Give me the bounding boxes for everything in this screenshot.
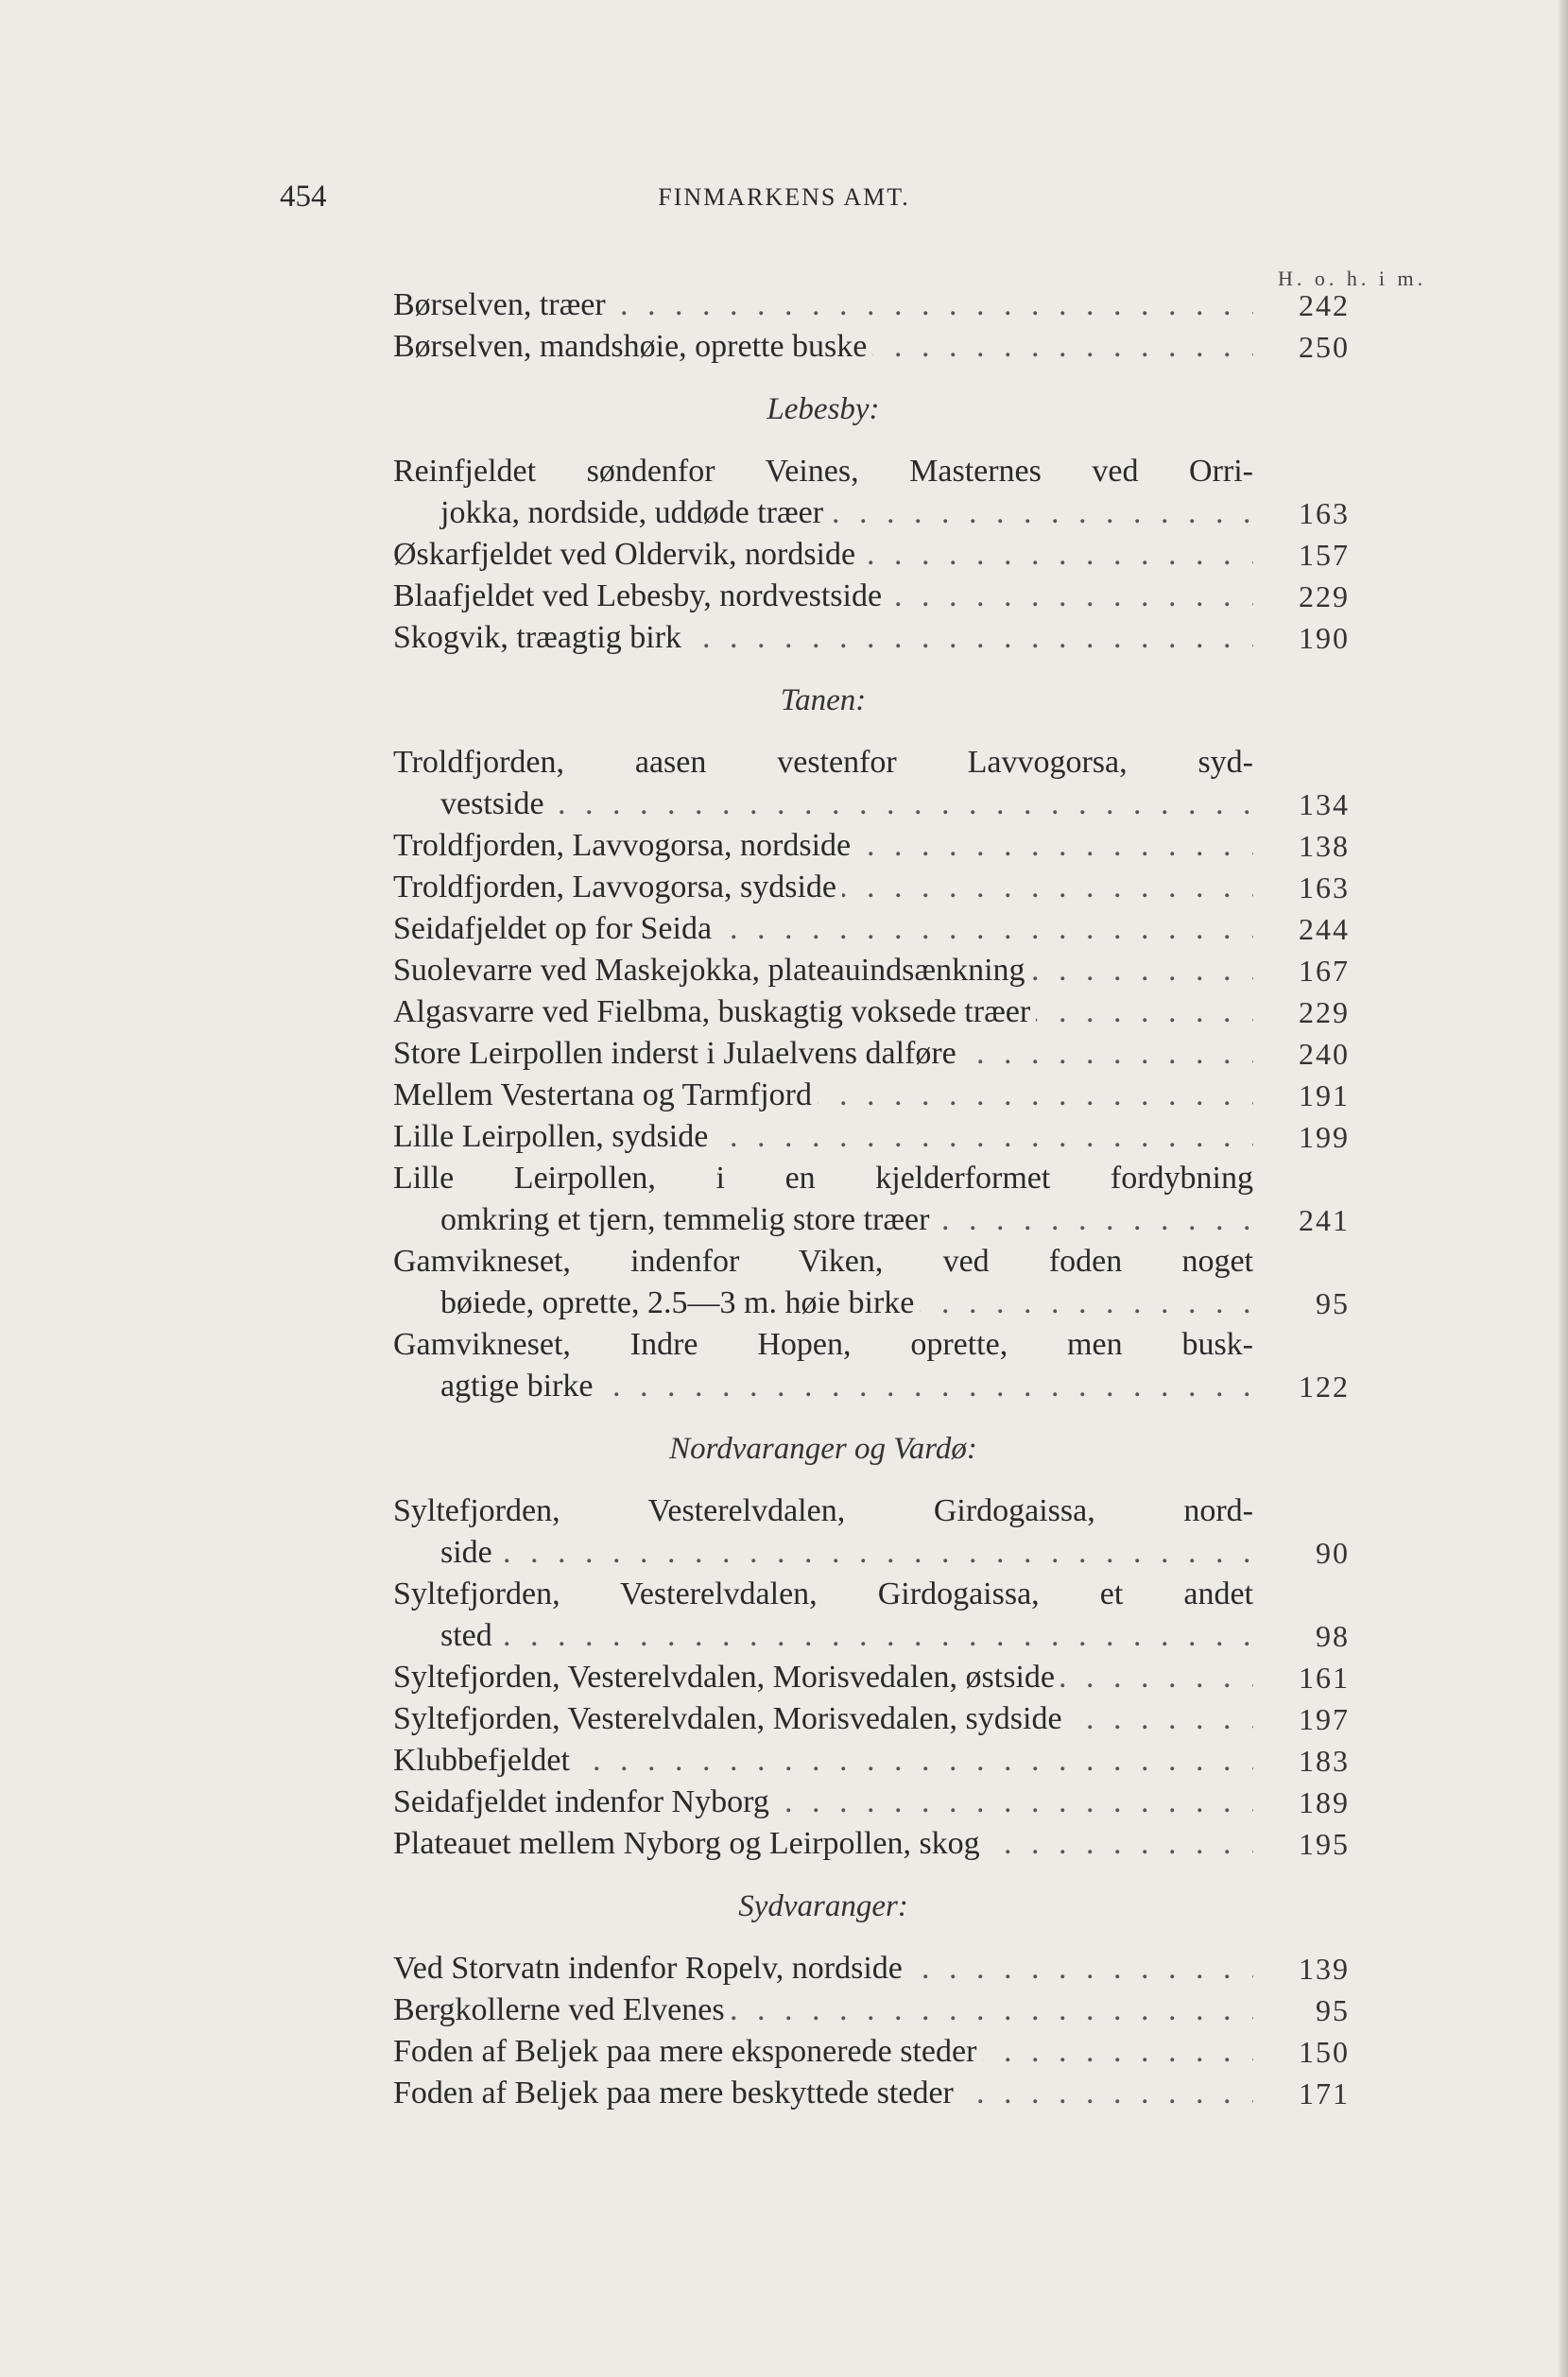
elevation-value: 199 xyxy=(1299,1120,1350,1154)
entry-line xyxy=(393,1075,1253,1116)
list-entry xyxy=(393,867,1350,908)
entry-line xyxy=(393,1989,1253,2031)
elevation-value: 95 xyxy=(1316,1993,1350,2027)
elevation-value: 183 xyxy=(1299,1744,1350,1778)
elevation-value: 150 xyxy=(1299,2035,1350,2069)
list-entry xyxy=(393,284,1350,326)
elevation-list xyxy=(393,284,1350,2114)
list-entry xyxy=(393,1241,1350,1324)
entry-text: Gamvikneset, Indre Hopen, oprette, men busk- xyxy=(393,1327,1253,1362)
entry-line xyxy=(393,576,1253,617)
entry-line xyxy=(393,1698,1253,1740)
elevation-value: 122 xyxy=(1299,1369,1350,1404)
entry-text: Ved Storvatn indenfor Ropelv, nordside xyxy=(393,1951,908,1986)
entry-line xyxy=(393,1740,1253,1782)
running-title: FINMARKENS AMT. xyxy=(658,183,910,211)
elevation-value: 244 xyxy=(1299,912,1350,946)
entry-text: Troldfjorden, aasen vestenfor Lavvogorsa, syd- xyxy=(393,745,1253,780)
list-entry xyxy=(393,950,1350,991)
entry-text: Syltefjorden, Vesterelvdalen, Girdogaissa, et andet xyxy=(393,1576,1253,1611)
list-entry xyxy=(393,1075,1350,1116)
entry-line xyxy=(393,1782,1253,1823)
entry-text: Bergkollerne ved Elvenes xyxy=(393,1992,731,2027)
entry-line xyxy=(393,742,1253,784)
list-entry xyxy=(393,991,1350,1033)
entry-text: Seidafjeldet op for Seida xyxy=(393,911,717,946)
entry-line xyxy=(393,2073,1253,2114)
entry-line xyxy=(393,617,1253,659)
list-entry xyxy=(393,1033,1350,1075)
list-entry xyxy=(393,2031,1350,2073)
entry-text: side xyxy=(440,1535,498,1570)
elevation-value: 191 xyxy=(1299,1078,1350,1112)
elevation-value: 241 xyxy=(1299,1203,1350,1237)
entry-text: Troldfjorden, Lavvogorsa, sydside xyxy=(393,870,842,904)
list-entry xyxy=(393,908,1350,950)
elevation-value: 138 xyxy=(1299,829,1350,863)
entry-text: jokka, nordside, uddøde træer xyxy=(440,495,829,530)
entry-line xyxy=(393,1324,1253,1366)
list-entry xyxy=(393,742,1350,825)
entry-text: Syltefjorden, Vesterelvdalen, Girdogaissa, nord- xyxy=(393,1493,1253,1528)
list-entry xyxy=(393,1823,1350,1865)
entry-line xyxy=(393,1283,1253,1324)
entry-text: Reinfjeldet søndenfor Veines, Masternes ved Orri- xyxy=(393,454,1253,489)
elevation-value: 134 xyxy=(1299,787,1350,821)
list-entry xyxy=(393,1698,1350,1740)
entry-text: Algasvarre ved Fielbma, buskagtig voksede træer xyxy=(393,994,1036,1029)
entry-line xyxy=(393,326,1253,368)
entry-line xyxy=(393,867,1253,908)
entry-line xyxy=(393,1532,1253,1574)
entry-line xyxy=(393,1948,1253,1989)
entry-line xyxy=(393,991,1253,1033)
elevation-value: 190 xyxy=(1299,621,1350,655)
entry-text: Plateauet mellem Nyborg og Leirpollen, skog xyxy=(393,1826,986,1861)
section-title xyxy=(393,368,1350,451)
list-entry xyxy=(393,1116,1350,1158)
list-entry xyxy=(393,326,1350,368)
section-title-text: Sydvaranger: xyxy=(738,1889,908,1923)
entry-text: Skogvik, træagtig birk xyxy=(393,620,687,655)
entry-line xyxy=(393,284,1253,326)
entry-line xyxy=(393,1615,1253,1657)
section-title-text: Tanen: xyxy=(780,683,867,717)
elevation-value: 229 xyxy=(1299,579,1350,613)
elevation-value: 163 xyxy=(1299,870,1350,904)
entry-text: Syltefjorden, Vesterelvdalen, Morisvedalen, østside xyxy=(393,1660,1060,1695)
entry-text: Seidafjeldet indenfor Nyborg xyxy=(393,1784,775,1819)
entry-text: Mellem Vestertana og Tarmfjord xyxy=(393,1077,818,1112)
page-edge xyxy=(1559,0,1568,2377)
entry-line xyxy=(393,1657,1253,1698)
elevation-value: 195 xyxy=(1299,1827,1350,1861)
entry-line xyxy=(393,1116,1253,1158)
entry-line xyxy=(393,534,1253,576)
entry-line xyxy=(393,1574,1253,1615)
list-entry xyxy=(393,825,1350,867)
elevation-value: 167 xyxy=(1299,954,1350,988)
elevation-value: 157 xyxy=(1299,538,1350,572)
entry-line xyxy=(393,908,1253,950)
entry-text: Store Leirpollen inderst i Julaelvens dalføre xyxy=(393,1036,962,1071)
entry-line xyxy=(393,1158,1253,1199)
elevation-value: 197 xyxy=(1299,1702,1350,1736)
list-entry xyxy=(393,1574,1350,1657)
entry-line xyxy=(393,1241,1253,1283)
entry-text: bøiede, oprette, 2.5—3 m. høie birke xyxy=(440,1285,920,1320)
elevation-value: 229 xyxy=(1299,995,1350,1029)
list-entry xyxy=(393,1782,1350,1823)
entry-text: Blaafjeldet ved Lebesby, nordvestside xyxy=(393,578,887,613)
elevation-value: 250 xyxy=(1299,330,1350,364)
list-entry xyxy=(393,1490,1350,1574)
entry-text: omkring et tjern, temmelig store træer xyxy=(440,1202,935,1237)
elevation-value: 240 xyxy=(1299,1037,1350,1071)
entry-text: Børselven, træer xyxy=(393,287,612,322)
list-entry xyxy=(393,451,1350,534)
list-entry xyxy=(393,2073,1350,2114)
list-entry xyxy=(393,534,1350,576)
elevation-value: 189 xyxy=(1299,1785,1350,1819)
entry-text: Lille Leirpollen, i en kjelderformet fordybning xyxy=(393,1161,1253,1196)
entry-text: Klubbefjeldet xyxy=(393,1743,576,1778)
elevation-value: 161 xyxy=(1299,1661,1350,1695)
elevation-value: 139 xyxy=(1299,1952,1350,1986)
list-entry xyxy=(393,1158,1350,1241)
entry-text: Gamvikneset, indenfor Viken, ved foden noget xyxy=(393,1244,1253,1279)
entry-line xyxy=(393,1033,1253,1075)
entry-text: Syltefjorden, Vesterelvdalen, Morisvedalen, sydside xyxy=(393,1701,1068,1736)
entry-line xyxy=(393,1366,1253,1407)
elevation-value: 95 xyxy=(1316,1286,1350,1320)
entry-text: vestside xyxy=(440,786,550,821)
list-entry xyxy=(393,1657,1350,1698)
list-entry xyxy=(393,576,1350,617)
entry-text: sted xyxy=(440,1618,498,1653)
section-title xyxy=(393,1865,1350,1948)
column-heading: H. o. h. i m. xyxy=(1278,267,1427,290)
entry-text: Troldfjorden, Lavvogorsa, nordside xyxy=(393,828,856,863)
entry-line xyxy=(393,451,1253,492)
elevation-value: 90 xyxy=(1316,1536,1350,1570)
entry-text: Suolevarre ved Maskejokka, plateauindsænkning xyxy=(393,953,1031,988)
section-title-text: Nordvaranger og Vardø: xyxy=(669,1432,977,1466)
entry-text: Foden af Beljek paa mere eksponerede steder xyxy=(393,2034,982,2069)
section-title xyxy=(393,1407,1350,1490)
entry-text: Lille Leirpollen, sydside xyxy=(393,1119,714,1154)
section-title-text: Lebesby: xyxy=(767,392,880,426)
elevation-value: 171 xyxy=(1299,2076,1350,2110)
page-header xyxy=(0,180,1568,227)
elevation-value: 163 xyxy=(1299,496,1350,530)
page-number: 454 xyxy=(280,180,327,214)
entry-line xyxy=(393,784,1253,825)
list-entry xyxy=(393,1740,1350,1782)
entry-line xyxy=(393,1199,1253,1241)
entry-line xyxy=(393,1490,1253,1532)
list-entry xyxy=(393,1989,1350,2031)
elevation-value: 242 xyxy=(1299,288,1350,322)
elevation-value: 98 xyxy=(1316,1619,1350,1653)
entry-text: Børselven, mandshøie, oprette buske xyxy=(393,329,872,364)
entry-text: Øskarfjeldet ved Oldervik, nordside xyxy=(393,537,861,572)
entry-text: agtige birke xyxy=(440,1369,598,1404)
entry-line xyxy=(393,1823,1253,1865)
entry-line xyxy=(393,492,1253,534)
list-entry xyxy=(393,1324,1350,1407)
entry-line xyxy=(393,950,1253,991)
entry-line xyxy=(393,825,1253,867)
list-entry xyxy=(393,617,1350,659)
entry-text: Foden af Beljek paa mere beskyttede steder xyxy=(393,2076,959,2110)
section-title xyxy=(393,659,1350,742)
entry-line xyxy=(393,2031,1253,2073)
list-entry xyxy=(393,1948,1350,1989)
